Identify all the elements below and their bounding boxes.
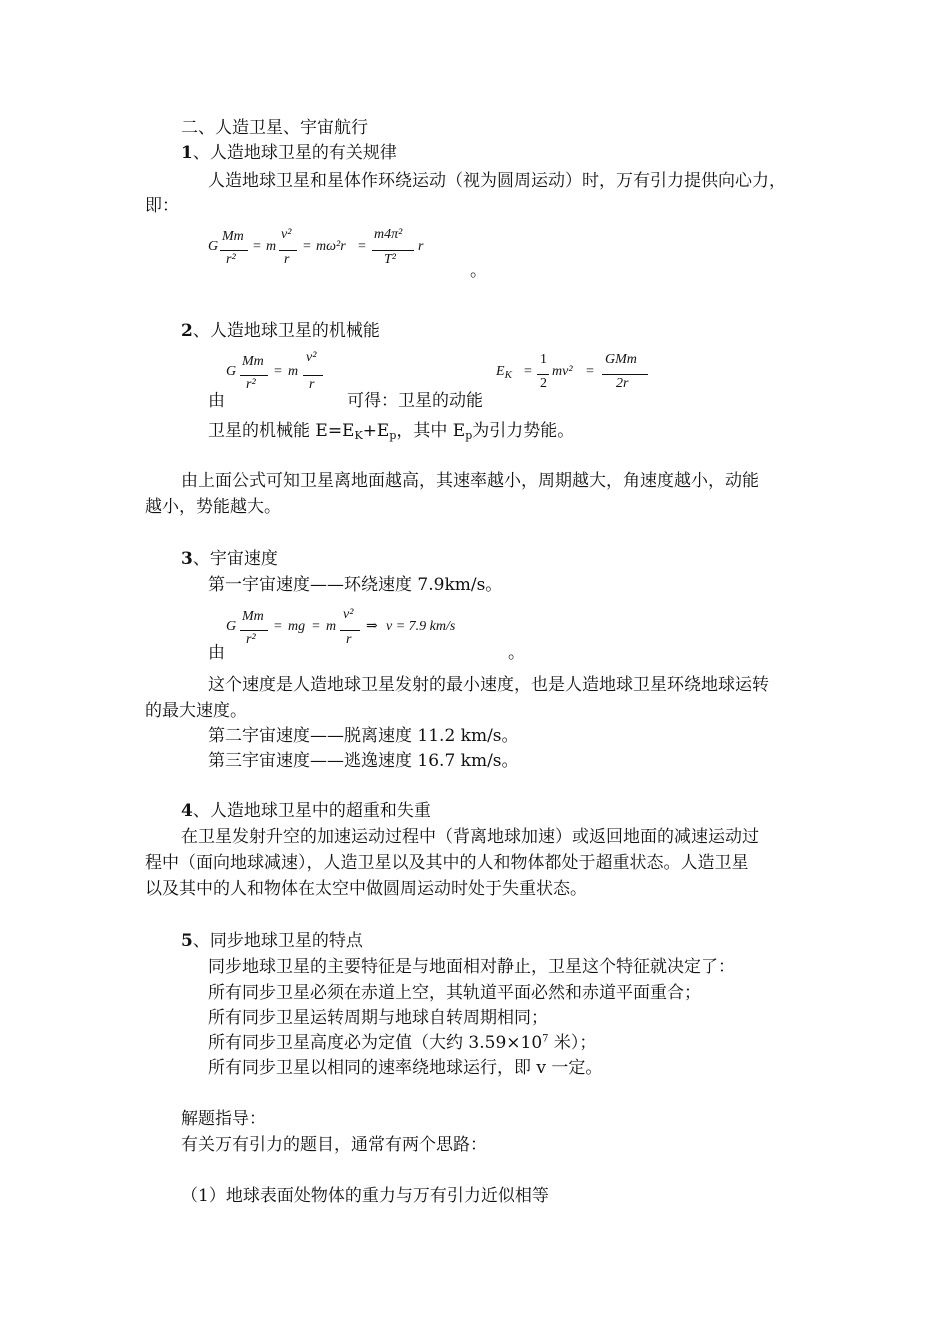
f1-eq2: = xyxy=(303,239,311,254)
f2-eq: = xyxy=(274,364,282,379)
f1-m4pi2: m4π² xyxy=(374,227,403,242)
f1-r: r xyxy=(284,252,290,267)
f2-mm: Mm xyxy=(242,354,264,369)
s2-kede: 可得：卫星的动能 xyxy=(347,391,483,411)
f1-eq3: = xyxy=(358,239,366,254)
mechanical-energy-line xyxy=(208,420,574,442)
s5-line1: 同步地球卫星的主要特征是与地面相对静止，卫星这个特征就决定了： xyxy=(208,957,735,977)
guide-title: 解题指导： xyxy=(181,1109,266,1129)
f1-mm: Mm xyxy=(222,229,244,244)
heading-2-title: 、人造地球卫星的机械能 xyxy=(192,321,380,341)
f3-fraction-bar-2 xyxy=(602,374,648,375)
energy-sub-k: K xyxy=(354,429,363,442)
second-cosmic-velocity: 第二宇宙速度——脱离速度 11.2 km/s。 xyxy=(208,726,519,746)
f3-two: 2 xyxy=(540,376,547,391)
heading-3-number: 3 xyxy=(181,549,193,569)
f3-eq2: = xyxy=(586,364,594,379)
heading-1-number: 1 xyxy=(181,143,193,163)
f3-eq: = xyxy=(524,364,532,379)
kinetic-energy-formula xyxy=(496,350,656,400)
guide-intro: 有关万有引力的题目，通常有两个思路： xyxy=(181,1135,487,1155)
heading-4-number: 4 xyxy=(181,801,193,821)
f1-eq1: = xyxy=(253,239,261,254)
heading-1-title: 、人造地球卫星的有关规律 xyxy=(192,143,397,163)
gravitation-formula xyxy=(208,225,448,275)
f2-g: G xyxy=(226,364,237,379)
f1-m: m xyxy=(266,239,277,254)
f4-arrow: ⇒ xyxy=(366,619,378,634)
f1-mw2r: mω²r xyxy=(316,239,346,254)
guide-item-1: （1）地球表面处物体的重力与万有引力近似相等 xyxy=(181,1186,549,1206)
first-velocity-formula xyxy=(226,607,486,657)
s3-period: 。 xyxy=(508,643,525,663)
first-cosmic-velocity: 第一宇宙速度——环绕速度 7.9km/s。 xyxy=(208,575,503,595)
f1-g: G xyxy=(208,239,219,254)
f3-fraction-bar-1 xyxy=(537,374,549,375)
f2-r: r xyxy=(309,377,315,392)
f2-fraction-bar-1 xyxy=(240,375,268,376)
f3-mv2: mv² xyxy=(552,364,573,379)
f3-e xyxy=(496,364,512,380)
energy-suffix: 为引力势能。 xyxy=(472,421,575,441)
f3-one: 1 xyxy=(540,352,547,367)
f3-2r: 2r xyxy=(616,376,629,391)
heading-4-title: 、人造地球卫星中的超重和失重 xyxy=(192,801,431,821)
energy-plus: +E xyxy=(362,421,390,441)
s5-line4-b: 米）； xyxy=(548,1033,597,1053)
heading-1 xyxy=(181,142,397,164)
f4-r: r xyxy=(346,632,352,647)
s2-you: 由 xyxy=(208,391,225,411)
energy-sub-p2: p xyxy=(465,429,473,442)
f3-gmm: GMm xyxy=(605,352,637,367)
f4-g: G xyxy=(226,619,237,634)
f1-r-end: r xyxy=(418,239,424,254)
f2-v2: v² xyxy=(306,350,317,365)
f1-fraction-bar-3 xyxy=(372,250,414,251)
f2-m: m xyxy=(288,364,299,379)
f1-fraction-bar-2 xyxy=(279,250,297,251)
f1-fraction-bar-1 xyxy=(220,250,248,251)
s2-paragraph-line1: 由上面公式可知卫星离地面越高，其速率越小，周期越大，角速度越小，动能 xyxy=(181,471,759,491)
f4-eq1: = xyxy=(274,619,282,634)
s3-you: 由 xyxy=(208,643,225,663)
section-title: 二、人造卫星、宇宙航行 xyxy=(181,118,368,138)
heading-3 xyxy=(181,548,278,570)
s5-line4-exponent: 7 xyxy=(542,1033,549,1045)
f4-fraction-bar-2 xyxy=(340,630,360,631)
s4-paragraph-line3: 以及其中的人和物体在太空中做圆周运动时处于失重状态。 xyxy=(145,879,587,899)
s5-line5: 所有同步卫星以相同的速率绕地球运行，即 v 一定。 xyxy=(208,1058,603,1078)
f2-fraction-bar-2 xyxy=(303,375,323,376)
f4-mm: Mm xyxy=(242,609,264,624)
energy-mid: ，其中 E xyxy=(396,421,466,441)
s4-paragraph-line1: 在卫星发射升空的加速运动过程中（背离地球加速）或返回地面的减速运动过 xyxy=(181,827,759,847)
s4-paragraph-line2: 程中（面向地球减速），人造卫星以及其中的人和物体都处于超重状态。人造卫星 xyxy=(145,853,749,873)
s5-line4-a: 所有同步卫星高度必为定值（大约 3.59×10 xyxy=(208,1033,543,1053)
heading-2 xyxy=(181,320,380,342)
energy-sub-p: p xyxy=(389,429,397,442)
f4-v2: v² xyxy=(343,607,354,622)
centripetal-formula xyxy=(226,350,346,400)
f4-m: m xyxy=(326,619,337,634)
s1-paragraph-line1: 人造地球卫星和星体作环绕运动（视为圆周运动）时，万有引力提供向心力， xyxy=(208,171,786,191)
f4-r2: r² xyxy=(246,632,256,647)
heading-3-title: 、宇宙速度 xyxy=(192,549,278,569)
f4-mg: mg xyxy=(288,619,306,634)
s5-line3: 所有同步卫星运转周期与地球自转周期相同； xyxy=(208,1008,548,1028)
s3-paragraph-line1: 这个速度是人造地球卫星发射的最小速度，也是人造地球卫星环绕地球运转 xyxy=(208,675,769,695)
heading-5-title: 、同步地球卫星的特点 xyxy=(192,931,363,951)
f4-eq2: = xyxy=(312,619,320,634)
heading-5-number: 5 xyxy=(181,931,193,951)
s5-line4 xyxy=(208,1032,596,1054)
third-cosmic-velocity: 第三宇宙速度——逃逸速度 16.7 km/s。 xyxy=(208,751,519,771)
f1-v2: v² xyxy=(281,227,292,242)
f1-t2: T² xyxy=(384,252,396,267)
s2-paragraph-line2: 越小，势能越大。 xyxy=(145,497,281,517)
f3-e-letter: E xyxy=(496,364,505,379)
f4-result: v = 7.9 km/s xyxy=(386,619,456,634)
heading-2-number: 2 xyxy=(181,321,193,341)
s5-line2: 所有同步卫星必须在赤道上空，其轨道平面必然和赤道平面重合； xyxy=(208,983,701,1003)
energy-prefix: 卫星的机械能 E=E xyxy=(208,421,355,441)
f2-r2: r² xyxy=(246,377,256,392)
s1-period: 。 xyxy=(470,261,487,281)
s3-paragraph-line2: 的最大速度。 xyxy=(145,701,247,721)
heading-4 xyxy=(181,800,431,822)
f4-fraction-bar-1 xyxy=(240,630,268,631)
s1-paragraph-line2: 即： xyxy=(145,196,179,216)
f3-k-subscript: K xyxy=(504,369,512,381)
heading-5 xyxy=(181,930,363,952)
f1-r2: r² xyxy=(226,252,236,267)
